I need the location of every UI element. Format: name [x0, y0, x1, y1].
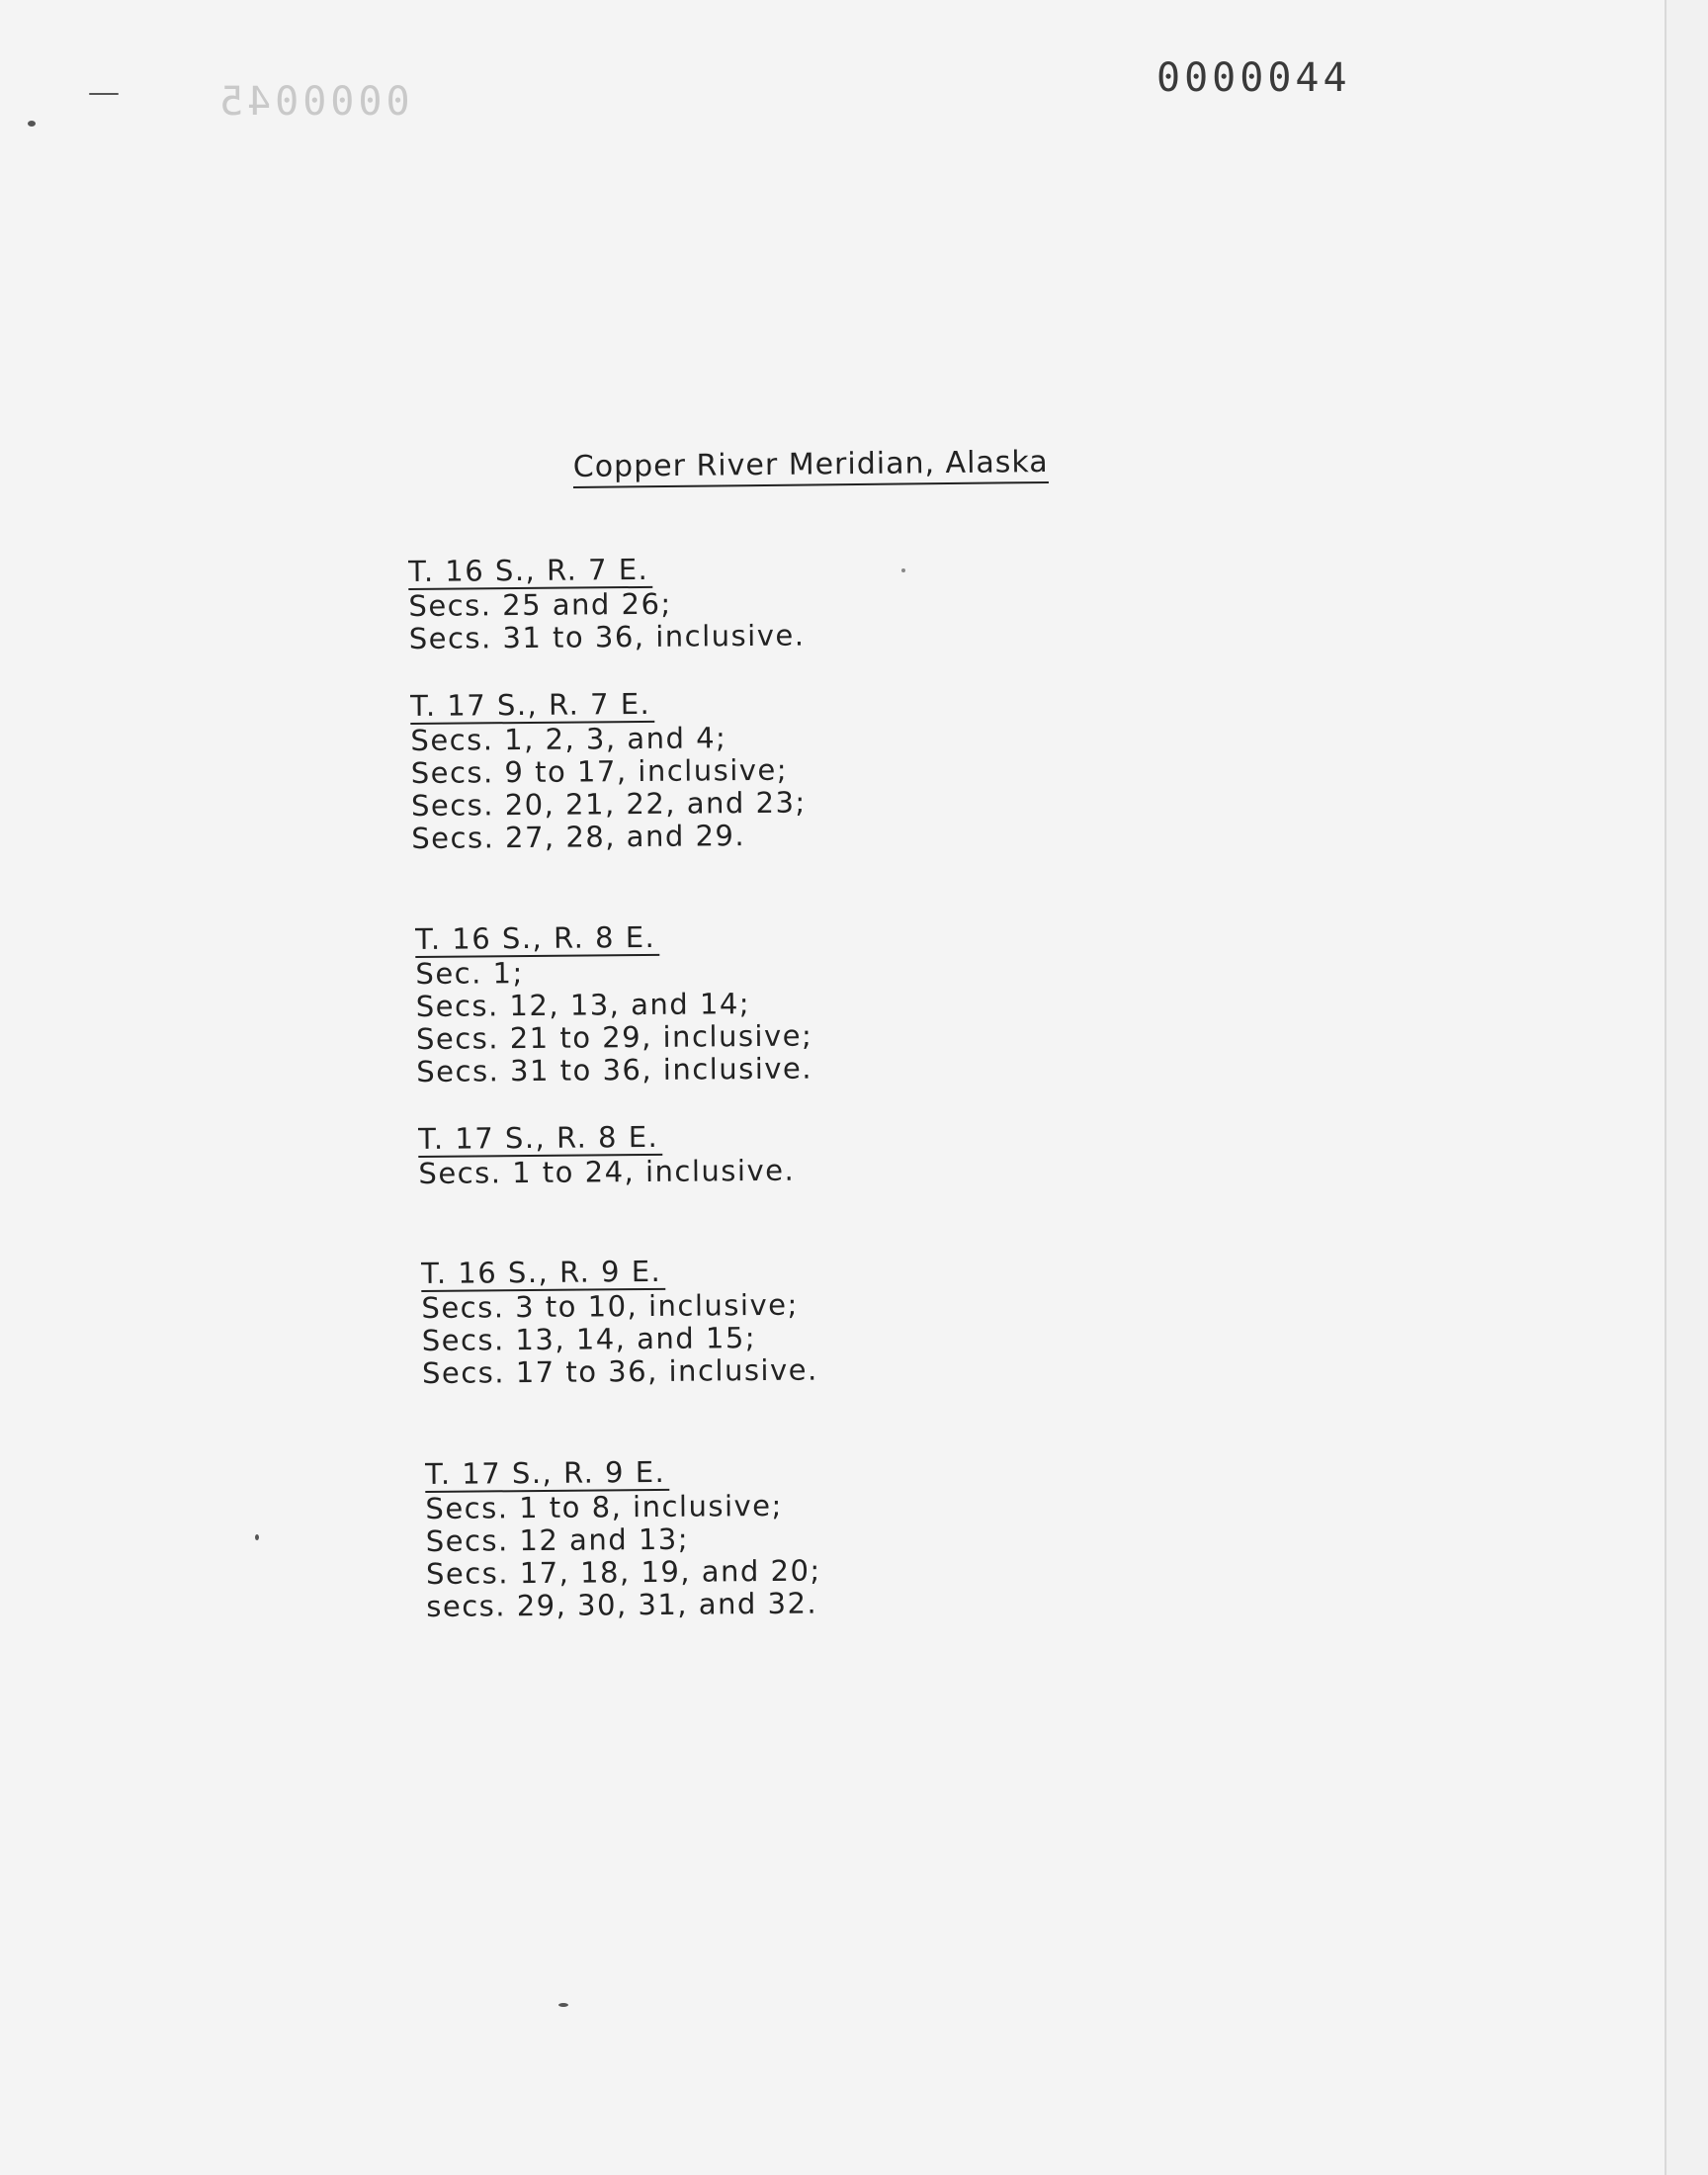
scan-speck [28, 121, 36, 127]
section-line: Secs. 27, 28, and 29. [411, 819, 746, 855]
township-block [425, 1455, 821, 1623]
township-title: T. 17 S., R. 9 E. [425, 1456, 669, 1493]
section-line: Secs. 3 to 10, inclusive; [421, 1287, 799, 1325]
section-line: Secs. 13, 14, and 15; [421, 1321, 757, 1357]
scan-speck [255, 1534, 259, 1540]
scan-speck [89, 93, 119, 95]
section-line: Secs. 9 to 17, inclusive; [410, 752, 789, 790]
section-line: Secs. 20, 21, 22, and 23; [410, 785, 807, 823]
section-line: Secs. 1 to 8, inclusive; [425, 1488, 783, 1525]
township-title: T. 17 S., R. 8 E. [418, 1121, 662, 1158]
section-line: Secs. 31 to 36, inclusive. [408, 618, 806, 655]
township-block [418, 1120, 795, 1190]
meridian-heading: Copper River Meridian, Alaska [573, 445, 1049, 488]
page-number-stamp: 0000044 [1156, 55, 1351, 101]
scan-speck [901, 568, 905, 572]
section-line: Sec. 1; [415, 956, 524, 991]
township-title: T. 16 S., R. 9 E. [421, 1256, 665, 1292]
section-line: secs. 29, 30, 31, and 32. [426, 1586, 818, 1623]
section-line: Secs. 12 and 13; [425, 1522, 690, 1558]
township-title: T. 16 S., R. 8 E. [415, 921, 659, 958]
township-block [421, 1255, 818, 1390]
section-line: Secs. 12, 13, and 14; [415, 987, 751, 1023]
township-block [408, 553, 806, 655]
section-line: Secs. 1 to 24, inclusive. [418, 1153, 796, 1190]
scan-speck [558, 2003, 568, 2007]
section-line: Secs. 1, 2, 3, and 4; [410, 721, 727, 757]
township-title: T. 17 S., R. 7 E. [410, 688, 654, 725]
section-line: Secs. 21 to 29, inclusive; [415, 1018, 813, 1056]
section-line: Secs. 17, 18, 19, and 20; [425, 1553, 821, 1591]
section-line: Secs. 17 to 36, inclusive. [421, 1352, 818, 1390]
bleed-through-page-number: 0000045 [215, 79, 410, 125]
township-title: T. 16 S., R. 7 E. [408, 554, 652, 590]
township-block [415, 919, 813, 1088]
section-line: Secs. 31 to 36, inclusive. [416, 1051, 813, 1088]
township-block [410, 687, 807, 855]
section-line: Secs. 25 and 26; [408, 586, 672, 623]
